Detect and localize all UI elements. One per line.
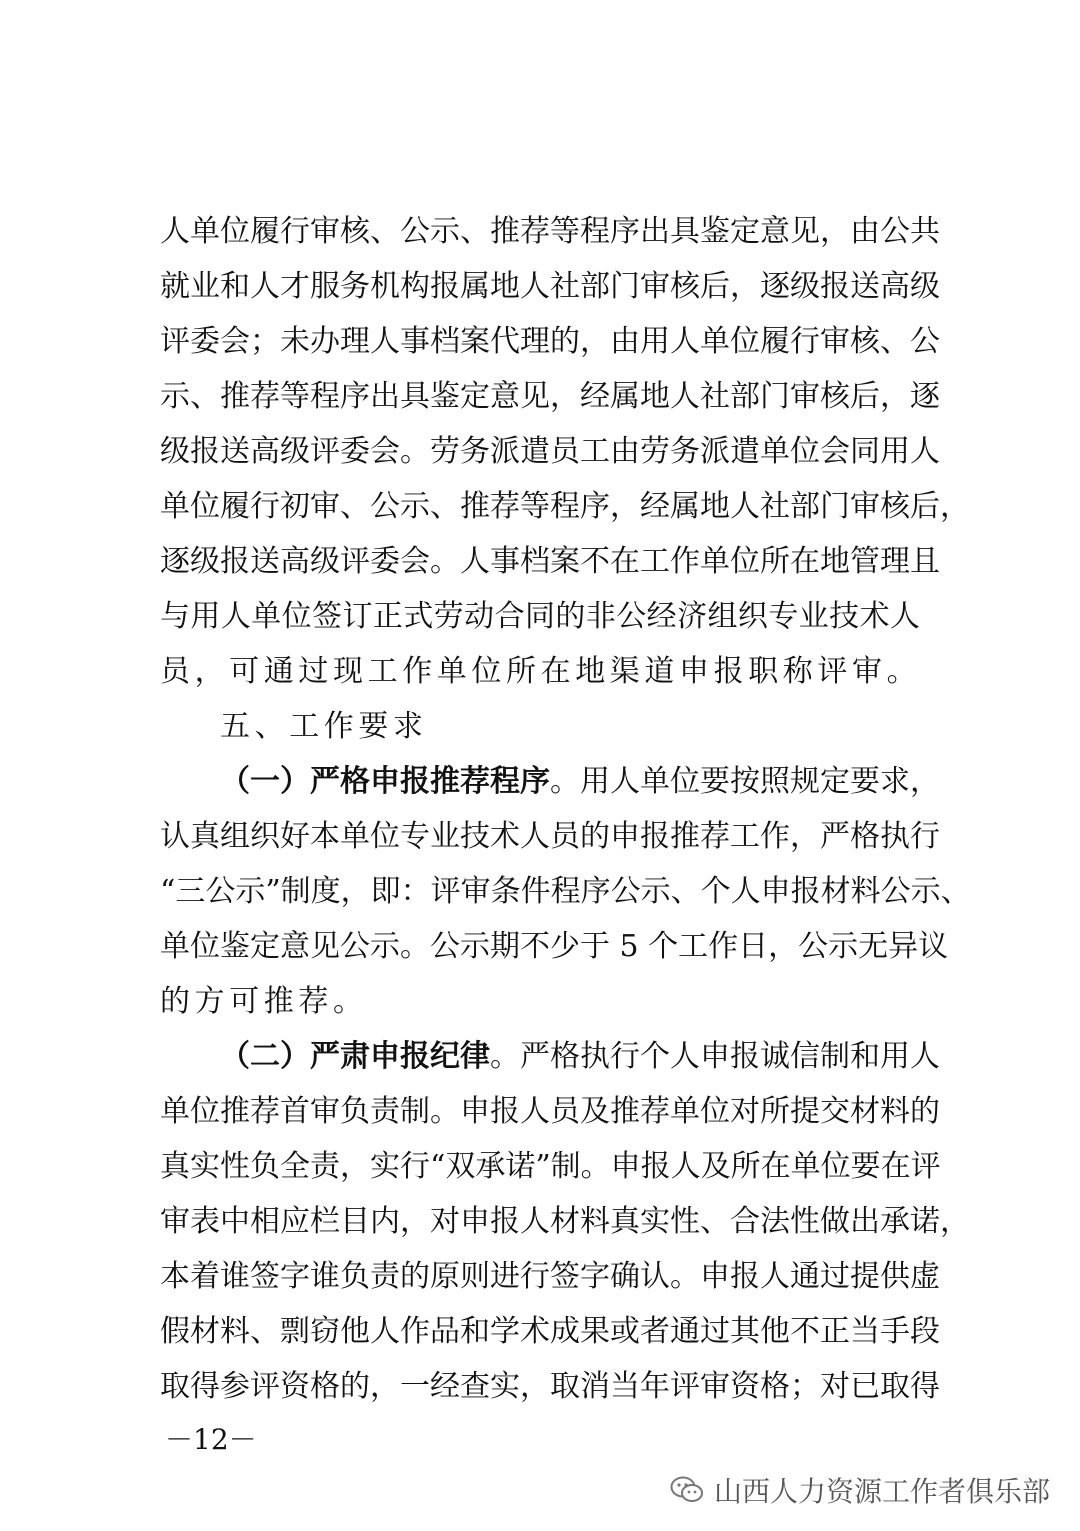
body-line: “三公示”制度，即：评审条件程序公示、个人申报材料公示、 bbox=[160, 874, 971, 909]
body-line: 审表中相应栏目内，对申报人材料真实性、合法性做出承诺， bbox=[160, 1204, 970, 1239]
page-number: －12－ bbox=[165, 1423, 257, 1456]
body-line: 真实性负全责，实行“双承诺”制。申报人及所在单位要在评 bbox=[160, 1149, 941, 1184]
body-line: 员，可通过现工作单位所在地渠道申报职称评审。 bbox=[160, 654, 922, 689]
item-2-lead: 。严格执行个人申报诚信制和用人 bbox=[490, 1039, 940, 1074]
body-line: 单位履行初审、公示、推荐等程序，经属地人社部门审核后， bbox=[160, 489, 970, 524]
item-1-lead: 。用人单位要按照规定要求， bbox=[550, 764, 940, 799]
body-line: 本着谁签字谁负责的原则进行签字确认。申报人通过提供虚 bbox=[160, 1259, 940, 1294]
item-1-title: （一）严格申报推荐程序 bbox=[220, 764, 550, 799]
body-line: 与用人单位签订正式劳动合同的非公经济组织专业技术人 bbox=[160, 599, 920, 634]
body-line: 取得参评资格的，一经查实，取消当年评审资格；对已取得 bbox=[160, 1369, 940, 1404]
body-line: 的方可推荐。 bbox=[160, 984, 368, 1019]
wechat-icon bbox=[670, 1475, 704, 1505]
item-1-first-line bbox=[220, 762, 940, 802]
body-line: 级报送高级评委会。劳务派遣员工由劳务派遣单位会同用人 bbox=[160, 434, 940, 469]
body-line: 认真组织好本单位专业技术人员的申报推荐工作，严格执行 bbox=[160, 819, 940, 854]
watermark-text: 山西人力资源工作者俱乐部 bbox=[713, 1475, 1050, 1508]
section-heading: 五、工作要求 bbox=[220, 709, 428, 744]
body-line: 人单位履行审核、公示、推荐等程序出具鉴定意见，由公共 bbox=[160, 214, 940, 249]
watermark bbox=[670, 1470, 1050, 1510]
body-line: 就业和人才服务机构报属地人社部门审核后，逐级报送高级 bbox=[160, 269, 940, 304]
body-line: 评委会；未办理人事档案代理的，由用人单位履行审核、公 bbox=[160, 324, 940, 359]
body-line: 单位推荐首审负责制。申报人员及推荐单位对所提交材料的 bbox=[160, 1094, 940, 1129]
body-line: 假材料、剽窃他人作品和学术成果或者通过其他不正当手段 bbox=[160, 1314, 940, 1349]
item-2-title: （二）严肃申报纪律 bbox=[220, 1039, 490, 1074]
body-line: 逐级报送高级评委会。人事档案不在工作单位所在地管理且 bbox=[160, 544, 940, 579]
body-line: 示、推荐等程序出具鉴定意见，经属地人社部门审核后，逐 bbox=[160, 379, 940, 414]
body-line: 单位鉴定意见公示。公示期不少于 5 个工作日，公示无异议 bbox=[160, 929, 949, 964]
item-2-first-line bbox=[220, 1037, 940, 1077]
